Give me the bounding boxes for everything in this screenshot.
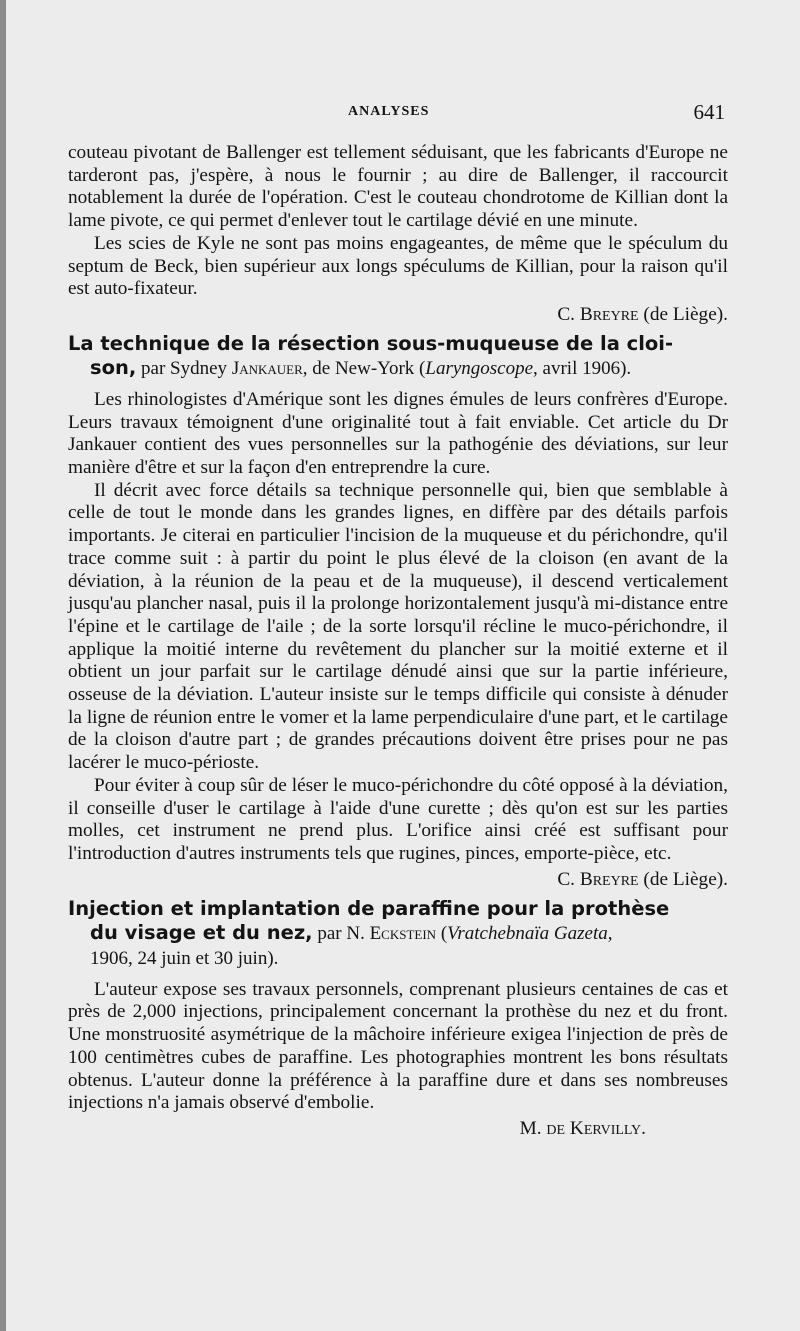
signature-place: (de Liège). xyxy=(643,868,728,890)
review-signature xyxy=(68,303,728,326)
signature-initial: M. xyxy=(519,1117,542,1139)
review-paragraph: Pour éviter à coup sûr de léser le muco-périchondre du côté opposé à la déviation, il conseille d'user le cartilage à l'aide d'une curette ; dès qu'on est sur les parties molles, cet instrument ne prend plus. L'orifice ainsi créé est suffisant pour l'introduction d'autres instruments tels que rugines, pinces, emporte-pièce, etc. xyxy=(68,774,728,864)
title-open: ( xyxy=(436,922,448,944)
title-par: par N. xyxy=(312,922,370,944)
title-author: Eckstein xyxy=(369,922,437,944)
title-line: La technique de la résection sous-muqueuse de la cloi- xyxy=(68,331,674,355)
title-author: Jankauer xyxy=(231,357,303,379)
page-number: 641 xyxy=(693,100,725,124)
signature-name: de Kervilly. xyxy=(546,1117,646,1139)
review-signature xyxy=(68,1117,646,1140)
review-paragraph: Il décrit avec force détails sa technique personnelle qui, bien que semblable à celle de tout le monde dans les grandes lignes, en diffère par des détails parfois importants. Je citerai en particulier l'incision de la muqueuse et du périchondre, qu'il trace comme suit : à partir du point le plus élevé de la cloison (en avant de la déviation, à la réunion de la peau et de la muqueuse), il descend verticalement jusqu'au plancher nasal, puis il la prolonge horizontalement jusqu'à mi-distance entre l'épine et le cartilage de l'aile ; de la sorte lorsqu'il récline le muco-périchondre, il applique la moitié interne du revêtement du plancher sur la moitié externe et il obtient un jour parfait sur le cartilage dénudé ainsi que sur la partie inférieure, osseuse de la déviation. L'auteur insiste sur le temps difficile qui consiste à dénuder la ligne de réunion entre le vomer et la lame perpendiculaire d'une part, et le cartilage de la cloison d'autre part ; de grandes précautions doivent être prises pour ne pas lacérer le muco-périoste. xyxy=(68,479,728,774)
title-line: 1906, 24 juin et 30 juin). xyxy=(90,947,279,969)
review-paragraph: L'auteur expose ses travaux personnels, comprenant plusieurs centaines de cas et près de 2,000 injections, principalement concernant la prothèse du nez et du front. Une monstruosité asymétrique de la mâchoire inférieure exigea l'injection de près de 100 centimètres cubes de paraffine. Les photographies montrent les bons résultats obtenus. L'auteur donne la préférence à la paraffine dure et dans ses nombreuses injections n'a jamais observé d'embolie. xyxy=(68,978,728,1114)
review-continued xyxy=(68,142,728,326)
title-line: son, xyxy=(90,355,137,379)
title-end: , avril 1906). xyxy=(533,357,632,379)
title-mid: , de New-York ( xyxy=(302,357,426,379)
signature-name: Breyre xyxy=(579,303,639,325)
title-line: Injection et implantation de paraffine pour la prothèse xyxy=(68,896,670,920)
title-line: du visage et du nez, xyxy=(90,920,313,944)
review-title xyxy=(68,897,728,971)
page-body xyxy=(68,142,728,1140)
signature-initial: C. xyxy=(557,868,575,890)
signature-name: Breyre xyxy=(579,868,639,890)
review-jankauer xyxy=(68,332,728,891)
review-title xyxy=(68,332,728,381)
page-header xyxy=(6,102,800,128)
review-paragraph: Les scies de Kyle ne sont pas moins engageantes, de même que le spéculum du septum de Beck, bien supérieur aux longs spéculums de Killian, pour la raison qu'il est auto-fixateur. xyxy=(68,232,728,300)
review-paragraph: Les rhinologistes d'Amérique sont les dignes émules de leurs confrères d'Europe. Leurs travaux témoignent d'une originalité tout à fait enviable. Cet article du Dr Jankauer contient des vues personnelles sur la pathogénie des déviations, sur leur manière d'être et sur la façon d'en entreprendre la cure. xyxy=(68,388,728,479)
running-title: ANALYSES xyxy=(348,104,430,119)
review-signature xyxy=(68,868,728,891)
title-end: , xyxy=(607,922,613,944)
title-journal: Laryngoscope xyxy=(425,357,534,379)
signature-initial: C. xyxy=(557,303,575,325)
title-par: par Sydney xyxy=(136,357,232,379)
book-page xyxy=(6,0,800,1331)
review-eckstein xyxy=(68,897,728,1140)
signature-place: (de Liège). xyxy=(643,303,728,325)
title-journal: Vratchebnaïa Gazeta xyxy=(447,922,608,944)
review-paragraph: couteau pivotant de Ballenger est tellement séduisant, que les fabricants d'Europe ne tarderont pas, j'espère, à nous le fournir ; au dire de Ballenger, il raccourcit notablement la durée de l'opération. C'est le couteau chondrotome de Killian dont la lame pivote, ce qui permet d'enlever tout le cartilage dévié en une minute. xyxy=(68,142,728,232)
